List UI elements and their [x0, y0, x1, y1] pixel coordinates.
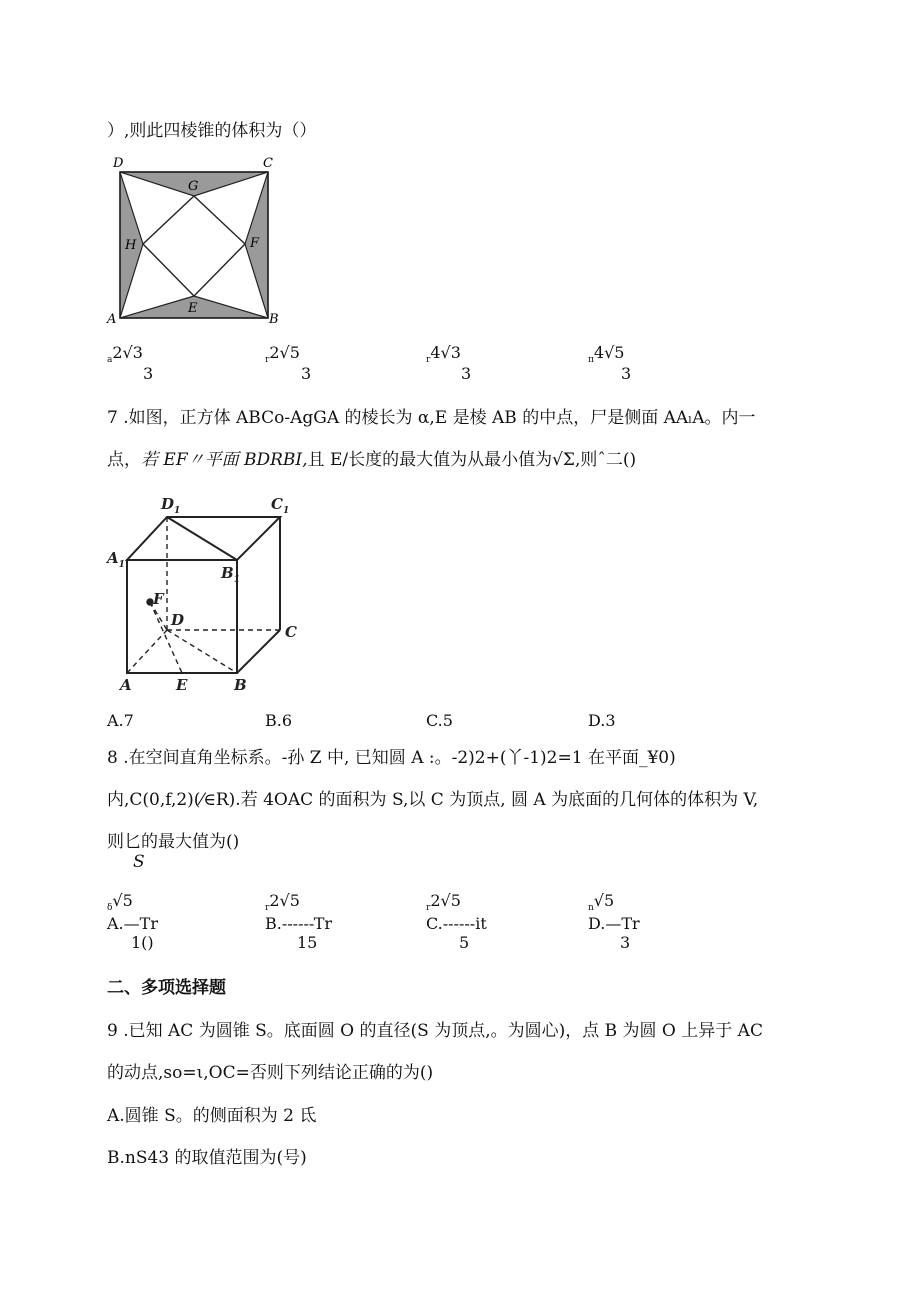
q7-line2-b: 若 EF〃平面 BDRBI,: [141, 450, 308, 470]
q6-option-a: $_a$2√3: [107, 343, 143, 365]
q6-option-b: $_r$2√5: [265, 343, 300, 365]
label-F: F: [153, 590, 164, 608]
q8-option-a: A.—Tr: [107, 914, 158, 933]
q6-option-b-den: 3: [301, 364, 312, 383]
q9-line1: 9 .已知 AC 为圆锥 S。底面圆 O 的直径(S 为顶点,。为圆心)，点 B 为圆 O 上异于 AC: [107, 1021, 763, 1041]
section-title: 二、多项选择题: [107, 978, 226, 998]
q8-option-b-bot: 15: [297, 933, 318, 952]
q6-option-d-den: 3: [621, 364, 632, 383]
q8-option-a-bot: 1(): [131, 933, 154, 952]
q7-line1: 7 .如图，正方体 ABCo-AgGA 的棱长为 α,E 是棱 AB 的中点，尸是侧面 AAₗA。内一: [107, 408, 756, 428]
hidden-d-b: [167, 630, 237, 673]
label-H: H: [125, 238, 137, 253]
q8-option-d: D.—Tr: [588, 914, 640, 933]
label-A1: $A_1$: [107, 549, 125, 570]
q8-option-d-top: $_n$√5: [588, 891, 615, 913]
q7-line2: [107, 445, 636, 470]
label-E: E: [188, 301, 198, 316]
q6-option-c-den: 3: [461, 364, 472, 383]
q7-option-c: C.5: [426, 711, 453, 730]
q6-option-c: $_r$4√3: [426, 343, 461, 365]
q7-option-d: D.3: [588, 711, 616, 730]
q8-line1: 8 .在空间直角坐标系。-孙 Z 中, 已知圆 A :。-2)2+(丫-1)2=1 在平面_¥0): [107, 748, 676, 768]
q8-option-b-top: $_r$2√5: [265, 891, 300, 913]
label-F: F: [250, 236, 260, 251]
q7-line2-a: 点，: [107, 450, 141, 470]
q6-stem: ）,则此四棱锥的体积为（）: [107, 121, 317, 141]
q6-option-a-den: 3: [143, 364, 154, 383]
q8-s-label: S: [133, 852, 145, 872]
hidden-a-d: [127, 630, 167, 673]
q7-option-a: A.7: [107, 711, 134, 730]
label-D: D: [113, 156, 124, 171]
label-D: D: [171, 611, 185, 629]
q6-option-d: $_\pi$4√5: [588, 343, 625, 365]
label-A: A: [120, 676, 132, 693]
q8-line3: 则匕的最大值为(): [107, 832, 240, 852]
edge-b-c: [237, 630, 280, 673]
label-C: C: [285, 623, 297, 641]
edge-d1-b1: [167, 517, 237, 560]
q8-option-d-bot: 3: [620, 933, 631, 952]
q7-line2-c: 且 E/长度的最大值为从最小值为√Σ,则ˆ二(): [307, 450, 637, 470]
q8-option-b: B.------Tr: [265, 914, 333, 933]
q6-square-figure: [104, 152, 284, 327]
label-C: C: [263, 156, 273, 171]
q7-cube-figure: [104, 488, 304, 693]
q9-option-a: A.圆锥 S。的侧面积为 2 氐: [107, 1106, 317, 1126]
q9-option-b: B.nS43 的取值范围为(号): [107, 1148, 307, 1168]
label-B: B: [234, 676, 247, 693]
label-B: B: [269, 312, 279, 327]
label-A: A: [107, 312, 117, 327]
q9-line2: 的动点,so=ι,OC=否则下列结论正确的为(): [107, 1063, 434, 1083]
label-G: G: [188, 179, 199, 194]
inner-quad: [143, 196, 245, 296]
label-B1: $B_1$: [221, 564, 240, 585]
q8-option-c-top: $_r$2√5: [426, 891, 461, 913]
q8-option-c: C.------it: [426, 914, 487, 933]
q7-option-b: B.6: [265, 711, 293, 730]
q8-option-c-bot: 5: [459, 933, 470, 952]
label-D1: $D_1$: [161, 495, 181, 516]
q8-option-a-top: $_\delta$√5: [107, 891, 133, 913]
label-E: E: [176, 676, 188, 693]
q8-line2: 内,C(0,f,2)(⁄∈R).若 4OAC 的面积为 S,以 C 为顶点, 圆 A 为底面的几何体的体积为 V,: [107, 790, 759, 810]
label-C1: $C_1$: [271, 495, 290, 516]
